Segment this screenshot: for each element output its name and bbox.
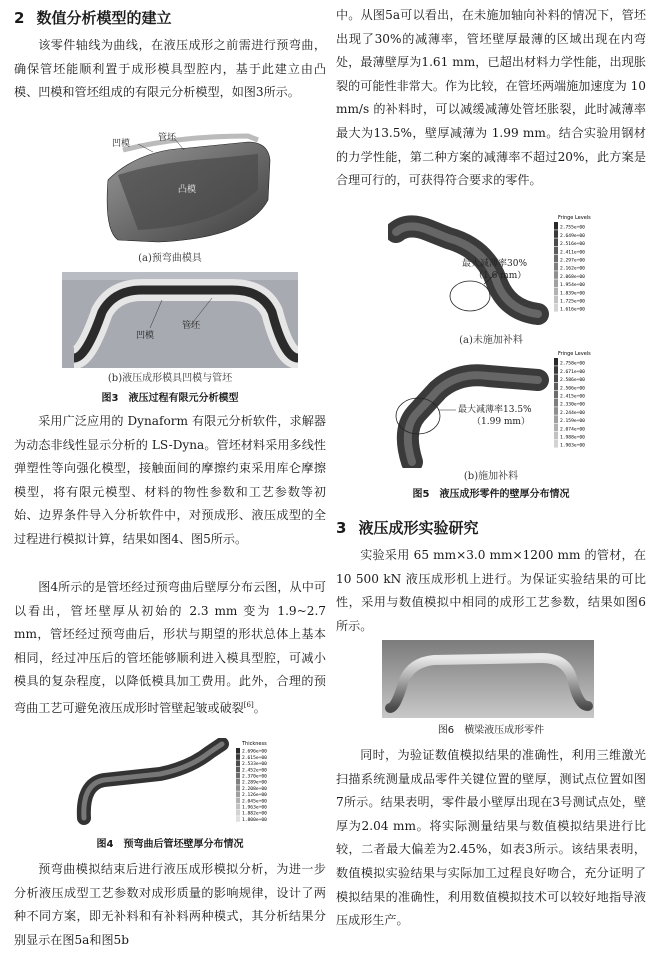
fig3a-label-punch: 凸模 (178, 185, 197, 195)
fig5-number: 图5 (412, 489, 430, 500)
legend-swatch (554, 288, 558, 296)
legend-value: 2.696e+00 (242, 749, 267, 755)
legend-value: 2.289e+00 (242, 780, 267, 786)
legend-value: 2.074e+00 (560, 427, 585, 433)
legend-title: Fringe Levels (558, 351, 591, 357)
paragraph: 实验采用 65 mm×3.0 mm×1200 mm 的管材，在 10 500 kN 液压成形机上进行。为保证实验结果的可比性，采用与数值模拟中相同的成形工艺参数，结果如图6所示。 (336, 548, 646, 633)
legend-value: 2.411e+00 (560, 250, 585, 256)
legend-value: 2.208e+00 (242, 786, 267, 792)
legend-swatch (236, 785, 240, 791)
fig5b-legend (554, 351, 591, 449)
legend-swatch (554, 407, 558, 415)
fig3b-hydroforming-die (62, 272, 298, 368)
legend-value: 2.045e+00 (242, 799, 267, 805)
legend-value: 1.963e+00 (242, 805, 267, 811)
legend-value: 2.330e+00 (560, 402, 585, 408)
legend-value: 2.586e+00 (560, 378, 585, 384)
legend-swatch (554, 440, 558, 448)
fig5-caption (336, 488, 646, 502)
section-3-heading (336, 518, 478, 538)
fig3a-label-tube: 管坯 (158, 133, 177, 143)
fig3b-label-tube: 管坯 (182, 321, 201, 331)
legend-swatch (554, 222, 558, 230)
paragraph-text: 图4所示的是管坯经过预弯曲后壁厚分布云图，从中可以看出，管坯壁厚从初始的 2.3 mm 变为 1.9~2.7 mm，管坯经过预弯曲后，形状与期望的形状总体上基本相同，经过冲压后的管坯能够顺利进入模具型腔，可减小模具的复杂程度，以降低模具加工费用。此外，合理的预弯曲工艺可避免液压成形时管壁起皱或破裂 (14, 580, 326, 715)
paragraph: 中。从图5a可以看出，在未施加轴向补料的情况下，管坯出现了30%的减薄率，管坯壁厚最薄的区域出现在内弯处，最薄壁厚为1.61 mm，已超出材料力学性能，出现胀裂的可能性非常大。作为比较，在管坯两端施加速度为 10 mm/s 的补料时，可以减缓减薄处管坯胀裂，此时减薄率最大为13.5%，壁厚减薄为 1.99 mm。结合实验用钢材的力学性能，第二种方案的减薄率不超过20%，此方案是合理可行的，可获得符合要求的零件。 (336, 8, 646, 188)
legend-swatch (554, 255, 558, 263)
fig4-caption (14, 838, 326, 852)
section-number: 3 (336, 519, 347, 537)
legend-value: 1.954e+00 (560, 283, 585, 289)
legend-title: Fringe Levels (558, 215, 591, 221)
legend-swatch (236, 748, 240, 754)
fig6-caption-text: 横梁液压成形零件 (464, 725, 545, 736)
legend-value: 2.615e+00 (242, 755, 267, 761)
legend-value: 2.533e+00 (242, 762, 267, 768)
legend-value: 2.159e+00 (560, 419, 585, 425)
fig4-pre-bend-thickness (70, 738, 280, 828)
legend-swatch (554, 271, 558, 279)
legend-value: 1.839e+00 (560, 291, 585, 297)
fig6-number: 图6 (437, 725, 455, 736)
legend-value: 2.244e+00 (560, 410, 585, 416)
legend-swatch (554, 279, 558, 287)
legend-swatch (554, 296, 558, 304)
fig5b-note-thickness: （1.99 mm） (472, 417, 530, 427)
legend-swatch (554, 247, 558, 255)
legend-value: 2.758e+00 (560, 361, 585, 367)
fig5b-note-rate: 最大减薄率13.5% (458, 405, 532, 415)
legend-swatch (554, 415, 558, 423)
legend-value: 2.370e+00 (242, 774, 267, 780)
legend-swatch (554, 424, 558, 432)
legend-value: 2.671e+00 (560, 369, 585, 375)
section-2-heading (14, 8, 171, 28)
legend-value: 2.415e+00 (560, 394, 585, 400)
legend-value: 2.126e+00 (242, 793, 267, 799)
fig6-part-photo (382, 640, 594, 718)
fig3b-subcaption: (b)液压成形模具凹模与管坯 (107, 373, 233, 384)
legend-value: 2.649e+00 (560, 233, 585, 239)
fig5a-note-rate: 最大减薄率30% (462, 259, 528, 269)
legend-swatch (236, 767, 240, 773)
legend-swatch (236, 754, 240, 760)
fig3-caption-text: 液压过程有限元分析模型 (128, 393, 239, 404)
legend-swatch (236, 810, 240, 816)
fig3-number: 图3 (101, 393, 119, 404)
legend-swatch (554, 366, 558, 374)
fig5a-no-feeding (388, 214, 594, 332)
paragraph: 同时，为验证数值模拟结果的准确性，利用三维激光扫描系统测量成品零件关键位置的壁厚，测试点位置如图7所示。结果表明，零件最小壁厚出现在3号测试点处，壁厚为2.04 mm。将实际测量结果与数值模拟结果进行比较，二者最大偏差为2.45%，如表3所示。该结果表明，数值模拟实验结果与实际加工过程良好吻合，充分证明了模拟结果的准确性，利用数值模拟技术可以较好地指导液压成形生产。 (336, 748, 646, 928)
legend-value: 1.616e+00 (560, 307, 585, 313)
legend-value: 2.068e+00 (560, 274, 585, 280)
legend-swatch (554, 230, 558, 238)
section-title: 数值分析模型的建立 (36, 9, 172, 27)
legend-swatch (554, 383, 558, 391)
paragraph (14, 576, 326, 721)
legend-value: 1.903e+00 (560, 443, 585, 449)
legend-swatch (236, 773, 240, 779)
section-number: 2 (14, 9, 25, 27)
fig6-caption (336, 724, 646, 738)
legend-swatch (236, 804, 240, 810)
legend-swatch (554, 391, 558, 399)
legend-swatch (554, 304, 558, 312)
fig3a-die-model (98, 130, 278, 248)
legend-swatch (554, 263, 558, 271)
legend-value: 1.882e+00 (242, 811, 267, 817)
legend-value: 2.162e+00 (560, 266, 585, 272)
legend-swatch (554, 374, 558, 382)
legend-swatch (554, 238, 558, 246)
legend-value: 2.452e+00 (242, 768, 267, 774)
legend-value: 2.516e+00 (560, 242, 585, 248)
legend-value: 1.725e+00 (560, 299, 585, 305)
fig4-number: 图4 (96, 839, 114, 850)
paragraph: 采用广泛应用的 Dynaform 有限元分析软件，求解器为动态非线性显示分析的 LS-Dyna。管坯材料采用多线性弹塑性等向强化模型，接触面间的摩擦约束采用库仑摩擦模型，将有限元模型、材料的物性参数和工艺参数等初始、边界条件导入分析软件中，对预成形、液压成型的全过程进行模拟计算，结果如图4、图5所示。 (14, 414, 326, 546)
fig5a-note-thickness: （1.6 mm） (474, 271, 527, 281)
legend-swatch (554, 358, 558, 366)
legend-value: 2.755e+00 (560, 225, 585, 231)
section-title: 液压成形实验研究 (358, 519, 479, 537)
legend-swatch (554, 432, 558, 440)
legend-value: 2.297e+00 (560, 258, 585, 264)
legend-swatch (554, 399, 558, 407)
legend-swatch (236, 760, 240, 766)
fig4-caption-text: 预弯曲后管坯壁厚分布情况 (123, 839, 244, 850)
fig3a-label-die: 凹模 (112, 139, 131, 149)
legend-swatch (236, 798, 240, 804)
paragraph-end: 。 (253, 701, 266, 715)
citation: [6] (243, 700, 254, 709)
legend-value: 1.988e+00 (560, 435, 585, 441)
paragraph: 该零件轴线为曲线，在液压成形之前需进行预弯曲，确保管坯能顺利置于成形模具型腔内，基于此建立由凸模、凹模和管坯组成的有限元分析模型，如图3所示。 (14, 38, 326, 100)
legend-title: Thickness (242, 741, 267, 747)
legend-swatch (236, 816, 240, 822)
fig3a-subcaption: (a)预弯曲模具 (138, 253, 202, 264)
legend-value: 1.800e+00 (242, 817, 267, 823)
legend-swatch (236, 779, 240, 785)
fig3-caption (14, 392, 326, 406)
legend-swatch (236, 791, 240, 797)
fig5b-subcaption: (b)施加补料 (463, 471, 519, 482)
fig5a-legend (554, 215, 591, 313)
fig5b-with-feeding (388, 350, 594, 468)
paragraph: 预弯曲模拟结束后进行液压成形模拟分析，为进一步分析液压成型工艺参数对成形质量的影响规律，设计了两种不同方案，即无补料和有补料两种模式，其分析结果分别显示在图5a和图5b (14, 862, 326, 947)
fig3b-label-die: 凹模 (136, 331, 155, 341)
fig5-caption-text: 液压成形零件的壁厚分布情况 (439, 489, 570, 500)
fig4-legend (236, 741, 267, 823)
fig5a-subcaption: (a)未施加补料 (459, 335, 523, 346)
legend-value: 2.506e+00 (560, 386, 585, 392)
